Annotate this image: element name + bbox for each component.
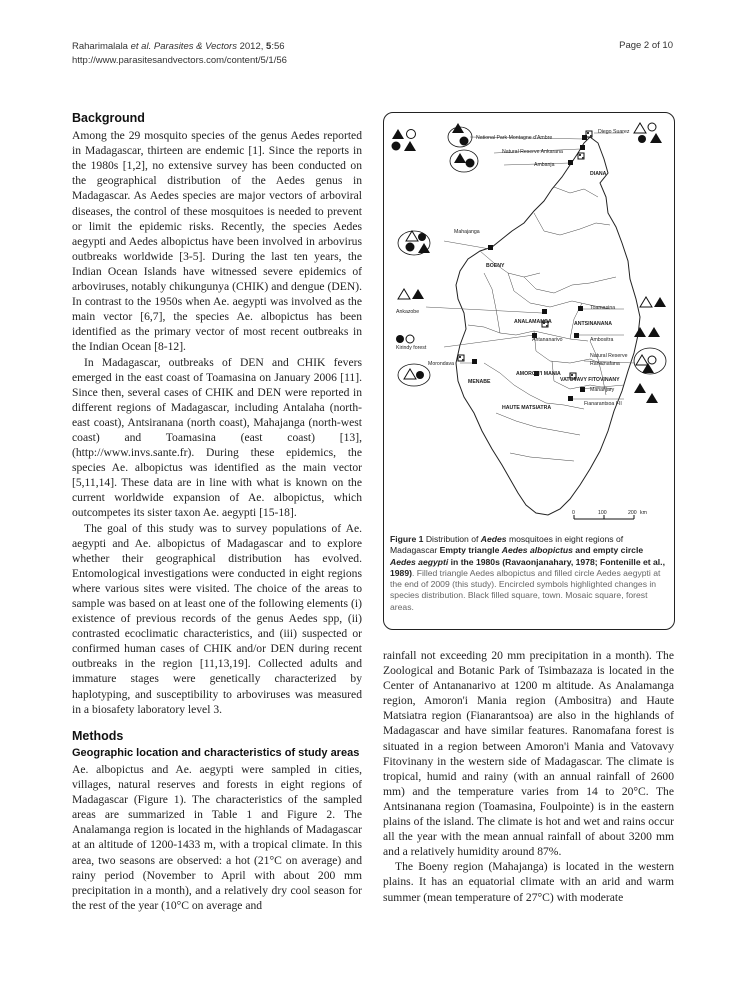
label-fianarantsoa: Fianarantsoa I-II — [584, 401, 622, 407]
label-ambositra: Ambositra — [590, 337, 614, 343]
label-manakara: Mananjary — [590, 387, 615, 393]
encircled-highlights — [398, 127, 666, 386]
label-antananarivo: Antananarivo — [532, 337, 563, 343]
right-paragraph-1: rainfall not exceeding 20 mm precipitation in a month). The Zoological and Botanic Park of Tsimbazaza is located in the Center of Antananarivo at 1200 m altitude. As Analamanga region, Amoron'i Mania region (Ambositra) and Haute Matsiatra region (Fianarantsoa) are also in the highlands of Madagascar and have similar features. Ranomafana forest is situated in a region between Amoron'i Mania and Vatovavy Fitovinany in the western side of Madagascar. The climate is tropical, humid and rainy (with an annual rainfall of 2600 mm) and the temperature varies from 14 to 20°C. The Antsinanana region (Toamasina, Foulpointe) is in the eastern plains of the island. The climate is hot and wet and rains occur all the year with the mean annual rainfall of about 3200 mm and a relatively humidity around 87%. — [383, 649, 674, 859]
methods-paragraph-1: Ae. albopictus and Ae. aegypti were sampled in cities, villages, natural reserves and forests in eight regions of Madagascar (Figure 1). The characteristics of the sampled areas are summarized in Table 1 and Figure 2. The Analamanga region is located in the highlands of Madagascar at an altitude of 1200-1433 m, with a tropical climate. In this area, two seasons are observed: a hot (21°C on average) and rainy period (November to April with about 200 mm precipitation in a month), and a relatively dry cool season for the rest of the year (10°C on average and — [72, 762, 362, 912]
background-paragraph-3: The goal of this study was to survey populations of Ae. aegypti and Ae. albopictus of Madagascar and to explore whether their geographical distribution has evolved. Entomological investigations were conducted in eight regions where various sites were visited. The choice of the areas to sample was based on at least one of the following elements (i) existence of previous records of the genus Aedes spp, (ii) contrasted ecoclimatic characteristics, and (iii) suspected or confirmed human cases of CHIK and/or DEN during recent outbreaks in the region [11,13,19]. Collected adults and immature stages were genetically characterized by haplotyping, and susceptibility to arboviruses was measured in a biosafety laboratory level 3. — [72, 521, 362, 716]
label-mahajanga: Mahajanga — [454, 229, 480, 235]
right-paragraph-2: The Boeny region (Mahajanga) is located in the western plains. It has an equatorial climate with an arid and warm summer (mean temperature of 27°C) with moderate — [383, 860, 674, 904]
label-vatovavy: VATOVAVY FITOVINANY — [560, 377, 620, 383]
label-kirindy: Kirindy forest — [396, 345, 427, 351]
methods-subheading: Geographic location and characteristics of study areas — [72, 746, 360, 759]
figure-caption: Figure 1 Distribution of Aedes mosquitoes in eight regions of Madagascar Empty triangle Aedes albopictus and empty circle Aedes aegypti in the 1980s (Ravaonjanahary, 1978; Fontenille et al., 1989). Filled triangle Aedes albopictus and filled circle Aedes aegypti at the end of 2009 (this study). Encircled symbols highlighted changes in species distribution. Black filled square, town. Mosaic square, forest areas. — [390, 534, 665, 612]
background-paragraph-1: Among the 29 mosquito species of the genus Aedes reported in Madagascar, thirteen are endemic [1]. Since the reports in the 1980s [1,2], no extensive survey has been conducted on the geographical distribution of the Aedes genus in Madagascar. As Aedes species are major vectors of arboviral diseases, the control of these mosquitoes is needed to prevent or limit the epidemic risks. Recently, the species Aedes aegypti and Aedes albopictus have been involved in arbovirus outbreaks worldwide [3-5]. During the last ten years, the Indian Ocean Islands have witnessed severe epidemics of arboviruses, notably chikungunya (CHIK) and dengue (DEN). In contrast to the 1950s when Ae. aegypti was involved as the main vector [6,7], the species Ae. albopictus has been identified as the primary vector of most recent outbreaks in the Indian Ocean [8-12]. — [72, 129, 362, 354]
running-header — [72, 40, 287, 68]
article-url[interactable]: http://www.parasitesandvectors.com/content/5/1/56 — [72, 55, 287, 66]
label-diego: Diego Suarez — [598, 129, 630, 135]
label-morondava: Morondava — [428, 361, 454, 367]
label-ankazobe: Ankazobe — [396, 309, 420, 315]
label-ankarana: Natural Reserve Ankarana — [502, 149, 563, 155]
label-diana: DIANA — [590, 171, 607, 177]
scale-label-0: 0 — [572, 510, 575, 516]
label-haute: HAUTE MATSIATRA — [502, 405, 552, 411]
label-montagne: National Park Montagne d'Ambre — [476, 135, 553, 141]
scale-label-100: 100 — [598, 510, 607, 516]
figure-1 — [383, 112, 675, 630]
label-ambanja: Ambanja — [534, 162, 555, 168]
label-menabe: MENABE — [468, 379, 491, 385]
citation-line: Raharimalala et al. Parasites & Vectors 2012, 5:56 — [72, 41, 285, 52]
background-paragraph-2: In Madagascar, outbreaks of DEN and CHIK fevers emerged in the east coast of Toamasina on January 2006 [11]. Since then, several cases of CHIK and DEN were reported in different regions of Madagascar, including Antalaha (north-east coast), Antsiranana (north coast), Mahajanga (north-west coast) and Toamasina (east coast) [13], (http://www.invs.sante.fr). During these epidemics, the species Ae. albopictus was identified as the main vector [5,11,14]. These data are in line with what is known on the current worldwide expansion of Ae. albopictus, which outcompetes its sister taxon Ae. aegypti [15-18]. — [72, 355, 362, 520]
label-atsinanana: ANTSINANANA — [574, 321, 613, 327]
scale-label-200: 200 — [628, 510, 637, 516]
label-ranomafana: Ranomafana — [590, 361, 620, 367]
label-amoron: AMORON'I MANIA — [516, 371, 561, 377]
page-number: Page 2 of 10 — [619, 40, 673, 51]
scale-bar — [572, 510, 647, 519]
forest-markers — [458, 131, 592, 379]
label-toamasina: Toamasina — [590, 305, 616, 311]
label-analamanga: ANALAMANGA — [514, 319, 552, 325]
right-column — [383, 648, 674, 905]
label-boeny: BOENY — [486, 263, 505, 269]
label-natres: Natural Reserve — [590, 353, 628, 359]
background-heading: Background — [72, 111, 145, 125]
left-column — [72, 111, 362, 913]
scale-label-km: km — [640, 510, 647, 516]
madagascar-map — [384, 113, 675, 533]
methods-heading: Methods — [72, 728, 124, 743]
